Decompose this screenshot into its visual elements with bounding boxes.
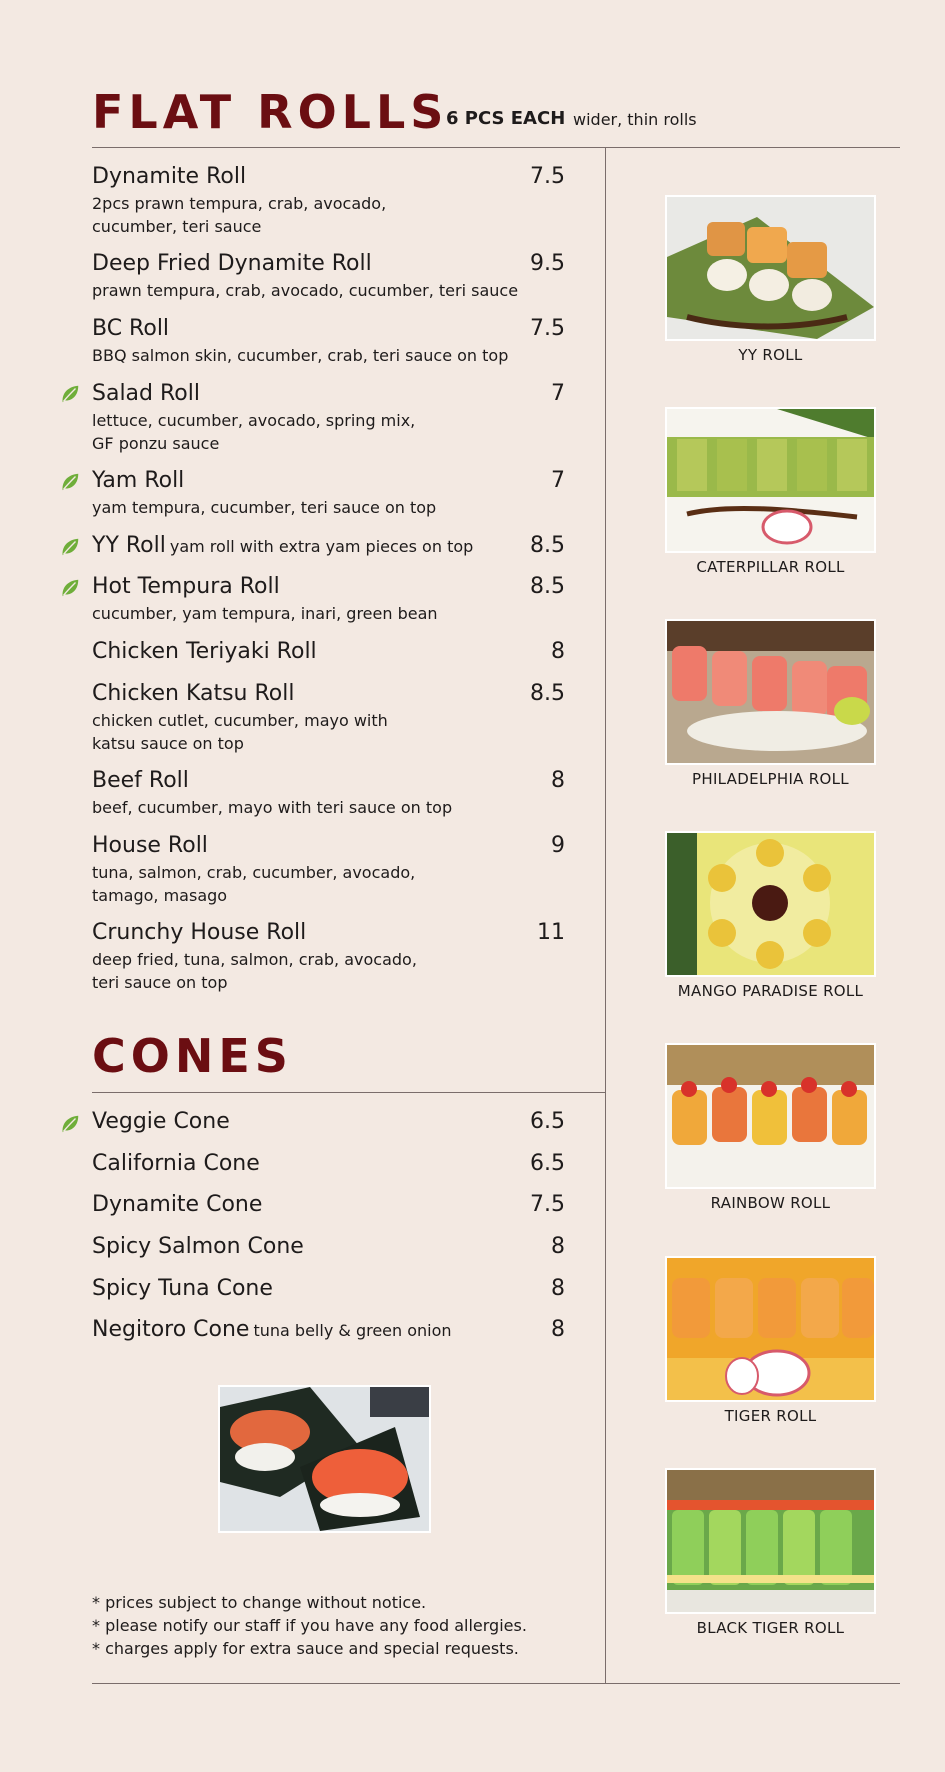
menu-item	[92, 466, 565, 519]
item-name: BC Roll	[92, 316, 170, 341]
item-name: YY Roll	[92, 533, 166, 558]
item-name: House Roll	[92, 833, 208, 858]
note-line: * charges apply for extra sauce and special requests.	[92, 1639, 519, 1658]
item-price: 11	[537, 920, 565, 945]
column-divider	[605, 147, 606, 1683]
mango-paradise-roll-image	[667, 833, 874, 975]
tiger-roll-image	[667, 1258, 874, 1400]
pieces-note: 6 PCS EACH	[446, 108, 566, 129]
menu-item	[92, 831, 565, 907]
menu-item	[92, 918, 565, 994]
item-price: 7.5	[530, 316, 565, 341]
item-price: 8	[551, 1317, 565, 1342]
item-price: 8.5	[530, 681, 565, 706]
item-name: Crunchy House Roll	[92, 920, 307, 945]
menu-item	[92, 249, 565, 302]
item-name: California Cone	[92, 1151, 260, 1176]
item-desc-line: beef, cucumber, mayo with teri sauce on top	[92, 798, 453, 817]
photo-caption: YY ROLL	[738, 346, 803, 364]
item-price: 8.5	[530, 533, 565, 558]
flat-rolls-subtitle: wider, thin rolls	[573, 110, 697, 129]
menu-item	[92, 1232, 565, 1262]
menu-item	[92, 766, 565, 819]
leaf-icon	[59, 577, 81, 599]
leaf-icon	[59, 536, 81, 558]
item-name: Dynamite Roll	[92, 164, 247, 189]
caterpillar-roll-image	[667, 409, 874, 551]
menu-item	[92, 572, 565, 625]
item-price: 7.5	[530, 1192, 565, 1217]
item-name: Dynamite Cone	[92, 1192, 263, 1217]
item-desc-line: yam tempura, cucumber, teri sauce on top	[92, 498, 437, 517]
item-desc-line: 2pcs prawn tempura, crab, avocado,	[92, 194, 387, 213]
flat-rolls-title: FLAT ROLLS	[92, 85, 449, 139]
item-desc-line: teri sauce on top	[92, 973, 228, 992]
item-price: 8	[551, 1234, 565, 1259]
item-desc-line: lettuce, cucumber, avocado, spring mix,	[92, 411, 416, 430]
item-desc-line: deep fried, tuna, salmon, crab, avocado,	[92, 950, 417, 969]
menu-item	[92, 1107, 565, 1137]
item-inline-desc: tuna belly & green onion	[253, 1321, 452, 1340]
cones-title: CONES	[92, 1029, 293, 1083]
item-desc-line: cucumber, teri sauce	[92, 217, 262, 236]
note-line: * please notify our staff if you have any food allergies.	[92, 1616, 527, 1635]
item-desc-line: BBQ salmon skin, cucumber, crab, teri sauce on top	[92, 346, 509, 365]
item-name: Yam Roll	[92, 468, 185, 493]
menu-item	[92, 531, 565, 561]
item-desc-line: prawn tempura, crab, avocado, cucumber, teri sauce	[92, 281, 519, 300]
photo-caption: PHILADELPHIA ROLL	[692, 770, 849, 788]
menu-item	[92, 314, 565, 367]
photo-caption: TIGER ROLL	[724, 1407, 817, 1425]
menu-item	[92, 379, 565, 455]
philadelphia-roll-image	[667, 621, 874, 763]
item-price: 8.5	[530, 574, 565, 599]
roll-photo	[665, 195, 876, 341]
roll-photo	[665, 831, 876, 977]
bottom-divider	[92, 1683, 900, 1684]
item-desc-line: cucumber, yam tempura, inari, green bean	[92, 604, 438, 623]
cone-photo	[218, 1385, 431, 1533]
menu-item	[92, 1315, 565, 1345]
photo-caption: CATERPILLAR ROLL	[696, 558, 845, 576]
item-desc-line: chicken cutlet, cucumber, mayo with	[92, 711, 388, 730]
item-price: 6.5	[530, 1151, 565, 1176]
leaf-icon	[59, 471, 81, 493]
menu-item	[92, 1274, 565, 1304]
item-name: Beef Roll	[92, 768, 189, 793]
item-desc-line: katsu sauce on top	[92, 734, 244, 753]
item-name: Chicken Katsu Roll	[92, 681, 295, 706]
item-price: 8	[551, 1276, 565, 1301]
item-name: Veggie Cone	[92, 1109, 230, 1134]
item-price: 9.5	[530, 251, 565, 276]
leaf-icon	[59, 1113, 81, 1135]
hand-roll-image	[220, 1387, 429, 1531]
item-name: Chicken Teriyaki Roll	[92, 639, 317, 664]
photo-caption: BLACK TIGER ROLL	[696, 1619, 845, 1637]
yy-roll-image	[667, 197, 874, 339]
item-name: Salad Roll	[92, 381, 200, 406]
leaf-icon	[59, 383, 81, 405]
roll-photo	[665, 1468, 876, 1614]
item-name: Spicy Tuna Cone	[92, 1276, 273, 1301]
roll-photo	[665, 1256, 876, 1402]
item-desc-line: tuna, salmon, crab, cucumber, avocado,	[92, 863, 416, 882]
roll-photo	[665, 407, 876, 553]
item-inline-desc: yam roll with extra yam pieces on top	[169, 537, 474, 556]
item-price: 9	[551, 833, 565, 858]
roll-photo	[665, 1043, 876, 1189]
top-divider	[92, 147, 900, 148]
item-price: 6.5	[530, 1109, 565, 1134]
item-price: 8	[551, 639, 565, 664]
photo-caption: MANGO PARADISE ROLL	[677, 982, 864, 1000]
item-desc-line: GF ponzu sauce	[92, 434, 220, 453]
item-desc-line: tamago, masago	[92, 886, 228, 905]
menu-item	[92, 1190, 565, 1220]
menu-item	[92, 679, 565, 755]
roll-photo	[665, 619, 876, 765]
item-price: 7	[551, 468, 565, 493]
item-name: Hot Tempura Roll	[92, 574, 280, 599]
item-name: Spicy Salmon Cone	[92, 1234, 304, 1259]
item-name: Deep Fried Dynamite Roll	[92, 251, 372, 276]
photo-caption: RAINBOW ROLL	[710, 1194, 831, 1212]
item-name: Negitoro Cone	[92, 1317, 250, 1342]
item-price: 7.5	[530, 164, 565, 189]
menu-item	[92, 162, 565, 238]
cones-divider	[92, 1092, 605, 1093]
note-line: * prices subject to change without notice.	[92, 1593, 427, 1612]
menu-item	[92, 637, 565, 667]
black-tiger-roll-image	[667, 1470, 874, 1612]
menu-item	[92, 1149, 565, 1179]
item-price: 7	[551, 381, 565, 406]
item-price: 8	[551, 768, 565, 793]
rainbow-roll-image	[667, 1045, 874, 1187]
